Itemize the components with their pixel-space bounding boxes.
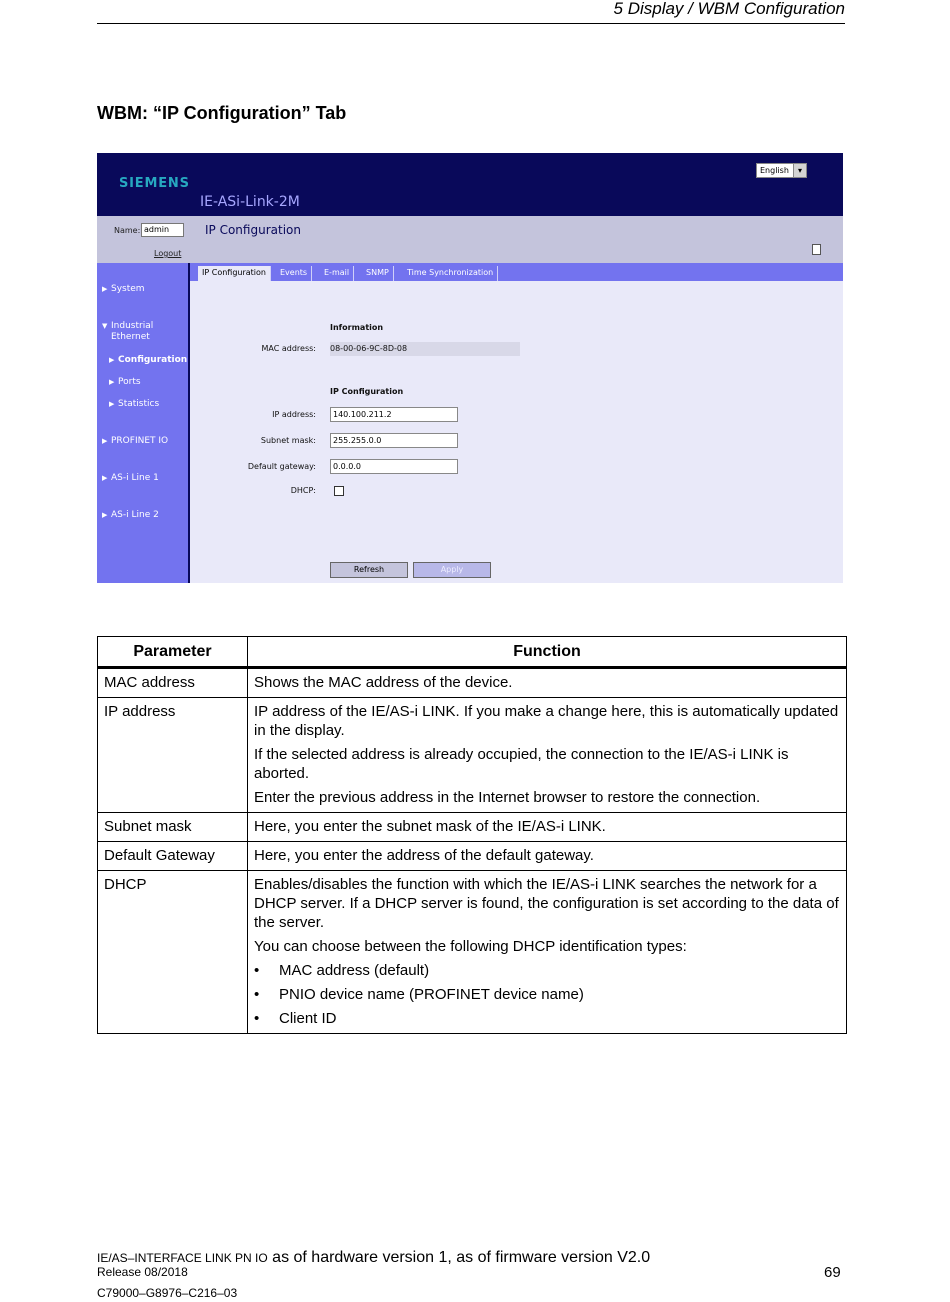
list-item: • Client ID [254,1010,337,1027]
footer-release: Release 08/2018 [97,1265,188,1279]
name-label: Name: [114,226,141,235]
caret-right-icon: ▶ [102,437,108,445]
caret-down-icon: ▼ [102,322,108,330]
refresh-button[interactable]: Refresh [330,562,408,578]
function-cell [248,871,847,1034]
function-text: If the selected address is already occupied, the connection to the IE/AS-i LINK is aborted. [254,746,789,782]
page-title: IP Configuration [205,223,301,237]
param-cell: IP address [98,698,248,813]
function-text: Enter the previous address in the Internet browser to restore the connection. [254,789,761,806]
function-text: Here, you enter the address of the default gateway. [254,847,594,864]
siemens-logo: SIEMENS [119,176,190,191]
default-gateway-label: Default gateway: [247,462,316,471]
parameter-header: Parameter [98,637,248,668]
bullet-icon: • [254,986,260,1003]
param-cell: DHCP [98,871,248,1034]
bullet-icon: • [254,962,260,979]
function-cell [248,813,847,842]
name-field[interactable]: admin [141,223,184,237]
caret-right-icon: ▶ [102,285,108,293]
footer-doc-number: C79000–G8976–C216–03 [97,1286,238,1300]
language-value: English [760,166,789,175]
sidebar-item-system[interactable]: ▶ System [102,284,145,294]
tab-snmp[interactable]: SNMP [362,266,394,281]
mac-address-value: 08-00-06-9C-8D-08 [330,344,408,353]
login-panel [97,216,190,263]
tab-email[interactable]: E-mail [320,266,354,281]
tab-time-synchronization[interactable]: Time Synchronization [403,266,498,281]
ip-address-input[interactable]: 140.100.211.2 [330,407,458,422]
table-header-row [98,637,847,668]
apply-button[interactable]: Apply [413,562,491,578]
subnet-mask-input[interactable]: 255.255.0.0 [330,433,458,448]
sidebar-item-ports[interactable]: ▶ Ports [109,377,141,387]
param-cell: Default Gateway [98,842,248,871]
list-item: • PNIO device name (PROFINET device name) [254,986,584,1003]
tab-events[interactable]: Events [276,266,312,281]
table-row [98,813,847,842]
mac-address-label: MAC address: [261,344,316,353]
table-row [98,842,847,871]
dhcp-checkbox[interactable] [334,486,344,496]
ip-config-form [190,281,843,583]
print-icon[interactable] [812,244,821,255]
function-text: IP address of the IE/AS-i LINK. If you make a change here, this is automatically updated in the display. [254,703,839,739]
function-text: Shows the MAC address of the device. [254,674,513,691]
footer-version: as of hardware version 1, as of firmware version V2.0 [267,1249,651,1266]
parameter-table [97,636,847,1034]
wbm-sidebar [97,216,190,583]
content-title-bar [190,216,843,263]
product-name: IE-ASi-Link-2M [200,194,300,210]
chevron-down-icon: ▾ [793,164,806,177]
running-header-section: 5 Display / WBM Configuration [613,0,845,18]
default-gateway-input[interactable]: 0.0.0.0 [330,459,458,474]
language-select[interactable] [756,163,807,178]
caret-right-icon: ▶ [102,511,108,519]
caret-right-icon: ▶ [109,356,115,364]
sidebar-item-industrial-ethernet[interactable]: ▼ Industrial Ethernet [102,321,154,342]
section-title: WBM: “IP Configuration” Tab [97,103,347,123]
dhcp-id-type-list [254,961,840,1028]
table-row [98,871,847,1034]
param-cell: Subnet mask [98,813,248,842]
running-header [97,0,845,24]
tab-bar [190,263,843,281]
footer-product: IE/AS–INTERFACE LINK PN IO [97,1251,268,1265]
table-row [98,668,847,698]
function-header: Function [248,637,847,668]
function-cell [248,698,847,813]
bullet-icon: • [254,1010,260,1027]
dhcp-label: DHCP: [290,486,316,495]
sidebar-item-asi-line-2[interactable]: ▶ AS-i Line 2 [102,510,159,520]
function-text: Here, you enter the subnet mask of the IE/AS-i LINK. [254,818,606,835]
table-row [98,698,847,813]
page-number: 69 [824,1264,841,1281]
caret-right-icon: ▶ [109,400,115,408]
function-text: Enables/disables the function with which the IE/AS-i LINK searches the network for a DHCP server. If a DHCP server is found, the configuration is set according to the data of the server. [254,876,839,931]
tab-ip-configuration[interactable]: IP Configuration [198,266,271,281]
wbm-screenshot [97,153,843,583]
ip-configuration-heading: IP Configuration [330,387,404,396]
function-cell [248,842,847,871]
subnet-mask-label: Subnet mask: [260,436,316,445]
list-item: • MAC address (default) [254,962,430,979]
caret-right-icon: ▶ [109,378,115,386]
param-cell: MAC address [98,668,248,698]
function-text: You can choose between the following DHCP identification types: [254,938,687,955]
function-cell [248,668,847,698]
wbm-banner [97,153,843,216]
ip-address-label: IP address: [272,410,316,419]
sidebar-item-statistics[interactable]: ▶ Statistics [109,399,160,409]
sidebar-item-configuration[interactable]: ▶ Configuration [109,355,188,365]
sidebar-item-profinet[interactable]: ▶ PROFINET IO [102,436,169,446]
sidebar-item-asi-line-1[interactable]: ▶ AS-i Line 1 [102,473,159,483]
logout-link[interactable]: Logout [154,249,182,258]
caret-right-icon: ▶ [102,474,108,482]
information-heading: Information [330,323,384,332]
